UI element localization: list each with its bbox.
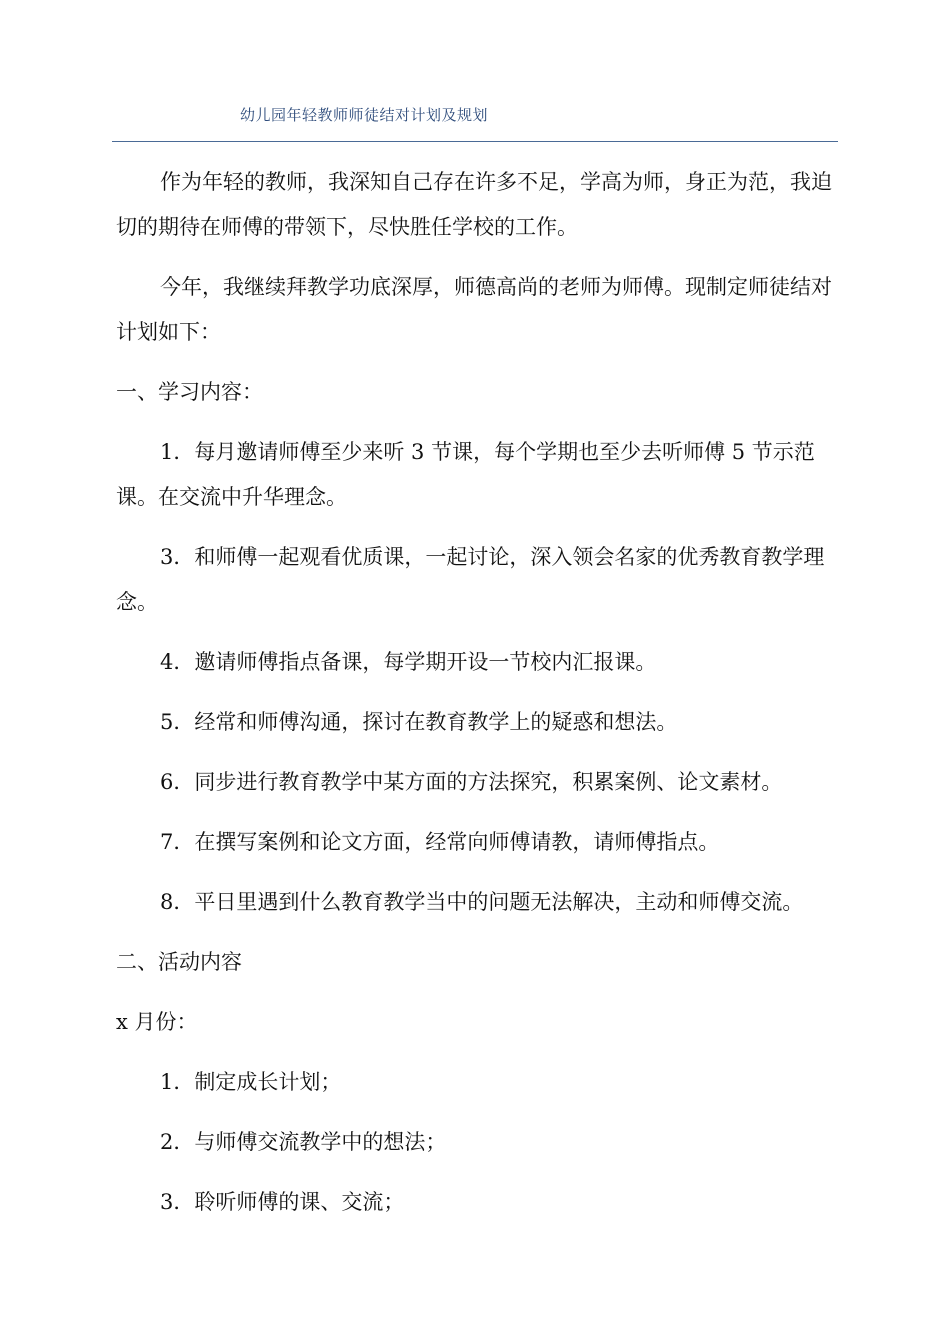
paragraph: 作为年轻的教师，我深知自己存在许多不足，学高为师，身正为范，我迫切的期待在师傅的带领下，尽快胜任学校的工作。: [116, 170, 832, 239]
paragraph: 今年，我继续拜教学功底深厚，师德高尚的老师为师傅。现制定师徒结对计划如下：: [116, 275, 832, 344]
list-item: 4．邀请师傅指点备课，每学期开设一节校内汇报课。: [160, 650, 657, 674]
subsection-heading: x 月份：: [116, 1010, 198, 1034]
document-body: [116, 160, 838, 1240]
list-item: 3．和师傅一起观看优质课，一起讨论，深入领会名家的优秀教育教学理念。: [116, 545, 825, 614]
list-item: 3．聆听师傅的课、交流；: [160, 1190, 405, 1214]
list-item: 5．经常和师傅沟通，探讨在教育教学上的疑惑和想法。: [160, 710, 678, 734]
list-item: 2．与师傅交流教学中的想法；: [160, 1130, 447, 1154]
list-item: 7．在撰写案例和论文方面，经常向师傅请教，请师傅指点。: [160, 830, 720, 854]
header-divider: [112, 141, 838, 142]
section-heading: 一、学习内容：: [116, 380, 263, 404]
list-item: 8．平日里遇到什么教育教学当中的问题无法解决，主动和师傅交流。: [160, 890, 804, 914]
list-item: 1．制定成长计划；: [160, 1070, 342, 1094]
list-item: 1．每月邀请师傅至少来听 3 节课，每个学期也至少去听师傅 5 节示范课。在交流中升华理念。: [116, 440, 815, 509]
document-header-title: 幼儿园年轻教师师徒结对计划及规划: [240, 106, 489, 124]
list-item: 6．同步进行教育教学中某方面的方法探究，积累案例、论文素材。: [160, 770, 783, 794]
section-heading: 二、活动内容: [116, 950, 242, 974]
